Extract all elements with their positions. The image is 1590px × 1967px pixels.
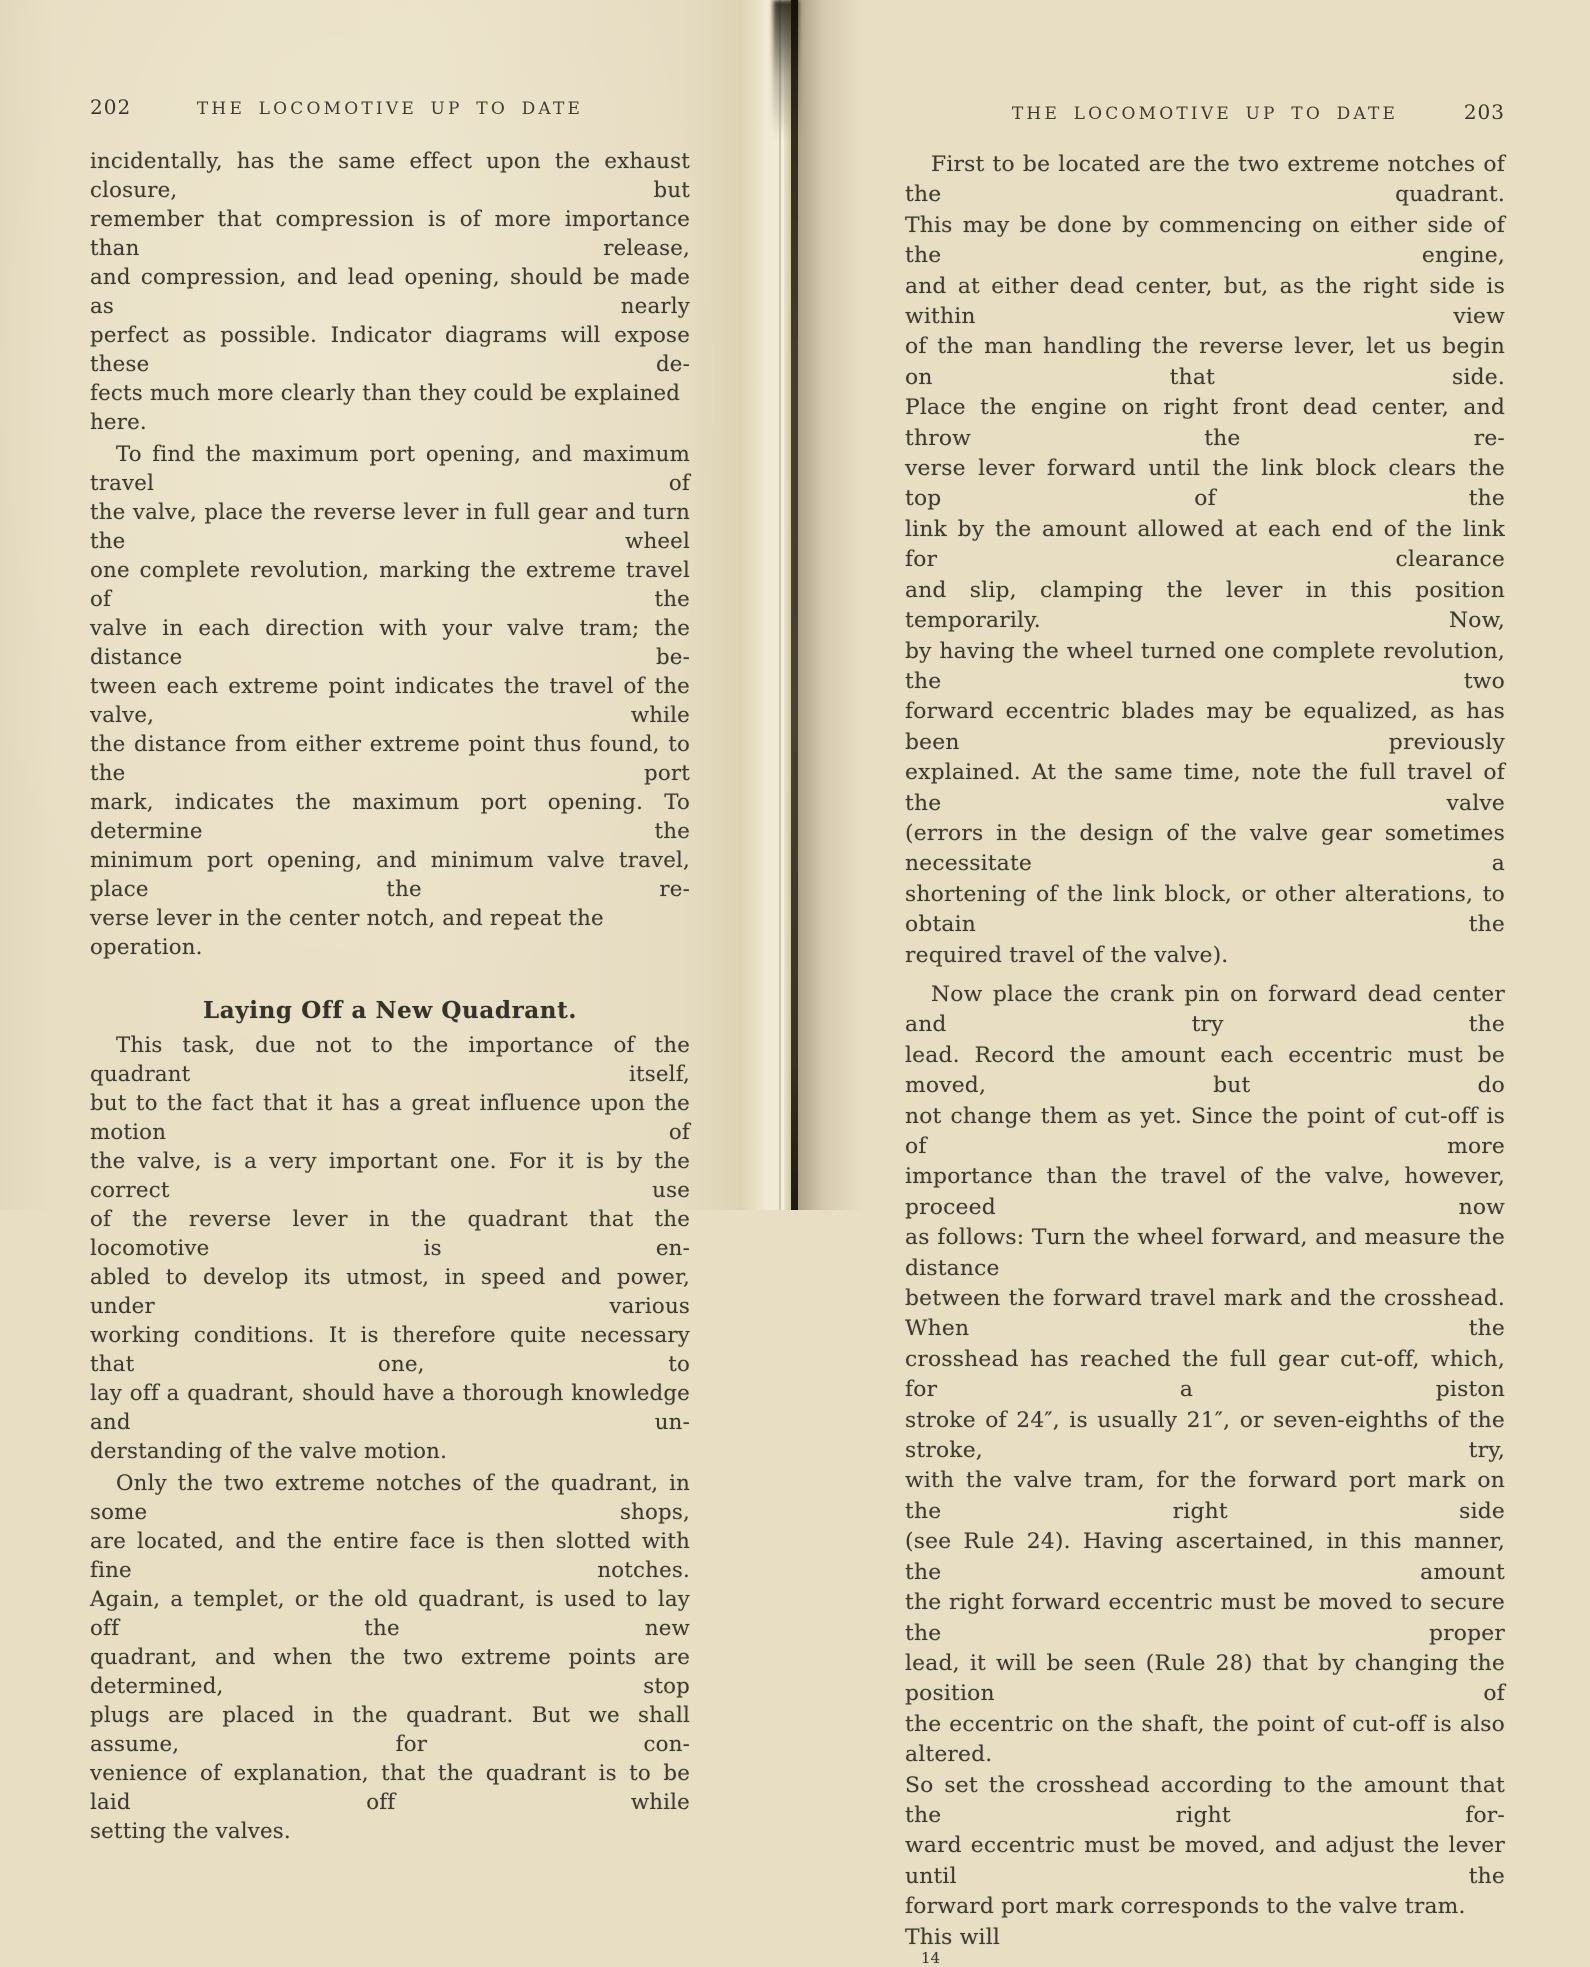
text-line: the distance from either extreme point thus found, to the port xyxy=(90,732,690,786)
right-page-body xyxy=(905,150,1505,1953)
text-line: shortening of the link block, or other alterations, to obtain the xyxy=(905,881,1505,938)
paragraph xyxy=(90,1469,690,1846)
text-line: but to the fact that it has a great influence upon the motion of xyxy=(90,1091,690,1145)
section-heading xyxy=(90,996,690,1026)
left-page-header xyxy=(90,96,690,120)
text-line: This task, due not to the importance of the quadrant itself, xyxy=(90,1033,690,1087)
text-line: abled to develop its utmost, in speed and power, under various xyxy=(90,1265,690,1319)
text-line: valve in each direction with your valve tram; the distance be- xyxy=(90,616,690,670)
text-line: (errors in the design of the valve gear sometimes necessitate a xyxy=(905,820,1505,877)
text-line: lead, it will be seen (Rule 28) that by changing the position of xyxy=(905,1650,1505,1707)
binding-gutter xyxy=(791,0,798,1210)
text-line: verse lever forward until the link block clears the top of the xyxy=(905,456,1505,512)
heading-line: Laying Off a New Quadrant. xyxy=(203,997,577,1024)
text-line: the right forward eccentric must be moved to secure the proper xyxy=(905,1590,1505,1646)
left-page-text-column xyxy=(90,96,690,1846)
binding-shadow xyxy=(798,0,862,1210)
text-line: importance than the travel of the valve, however, proceed now xyxy=(905,1164,1505,1220)
paragraph xyxy=(90,1031,690,1466)
text-line: ward eccentric must be moved, and adjust the lever until the xyxy=(905,1833,1505,1889)
text-line: tween each extreme point indicates the travel of the valve, while xyxy=(90,674,690,728)
signature-mark: 14 xyxy=(921,1948,941,1967)
text-line: with the valve tram, for the forward port mark on the right side xyxy=(905,1468,1505,1524)
paragraph xyxy=(90,147,690,437)
text-line: of the man handling the reverse lever, let us begin on that side. xyxy=(905,334,1505,390)
text-line: verse lever in the center notch, and repeat the operation. xyxy=(90,906,604,960)
text-line: minimum port opening, and minimum valve travel, place the re- xyxy=(90,848,690,902)
paragraph xyxy=(905,980,1505,1953)
paragraph xyxy=(90,440,690,962)
text-line: required travel of the valve). xyxy=(905,942,1229,968)
text-line: and slip, clamping the lever in this position temporarily. Now, xyxy=(905,577,1505,634)
text-line: one complete revolution, marking the extreme travel of the xyxy=(90,558,690,612)
text-line: So set the crosshead according to the amount that the right for- xyxy=(905,1772,1505,1828)
text-line: of the reverse lever in the quadrant that the locomotive is en- xyxy=(90,1207,690,1261)
text-line: between the forward travel mark and the crosshead. When the xyxy=(905,1286,1505,1342)
right-running-title: THE LOCOMOTIVE UP TO DATE xyxy=(1011,104,1399,124)
text-line: Now place the crank pin on forward dead center and try the xyxy=(905,981,1505,1038)
text-line: are located, and the entire face is then slotted with fine notches. xyxy=(90,1529,690,1583)
text-line: and compression, and lead opening, should be made as nearly xyxy=(90,265,690,319)
text-line: Again, a templet, or the old quadrant, is used to lay off the new xyxy=(90,1587,690,1641)
text-line: quadrant, and when the two extreme points are determined, stop xyxy=(90,1645,690,1699)
text-line: working conditions. It is therefore quite necessary that one, to xyxy=(90,1323,690,1377)
left-page-number: 202 xyxy=(90,95,132,119)
text-line: as follows: Turn the wheel forward, and measure the distance xyxy=(905,1225,1505,1281)
left-page-body xyxy=(90,147,690,1846)
text-line: Place the engine on right front dead center, and throw the re- xyxy=(905,395,1505,451)
page-edge-crease xyxy=(779,0,781,1210)
text-line: Only the two extreme notches of the quadrant, in some shops, xyxy=(90,1471,690,1525)
text-line: perfect as possible. Indicator diagrams will expose these de- xyxy=(90,323,690,377)
text-line: (see Rule 24). Having ascertained, in this manner, the amount xyxy=(905,1529,1505,1585)
text-line: To find the maximum port opening, and maximum travel of xyxy=(90,442,690,496)
text-line: crosshead has reached the full gear cut-off, which, for a piston xyxy=(905,1346,1505,1403)
binding-top-shadow xyxy=(773,0,799,140)
left-running-title: THE LOCOMOTIVE UP TO DATE xyxy=(196,99,584,119)
text-line: lead. Record the amount each eccentric must be moved, but do xyxy=(905,1042,1505,1099)
text-line: the valve, is a very important one. For it is by the correct use xyxy=(90,1149,690,1203)
text-line: the valve, place the reverse lever in full gear and turn the wheel xyxy=(90,500,690,554)
text-line: by having the wheel turned one complete revolution, the two xyxy=(905,638,1505,694)
text-line: venience of explanation, that the quadrant is to be laid off while xyxy=(90,1761,690,1815)
right-page-header xyxy=(905,101,1505,125)
text-line: and at either dead center, but, as the right side is within view xyxy=(905,273,1505,330)
text-line: explained. At the same time, note the full travel of the valve xyxy=(905,760,1505,816)
text-line: forward eccentric blades may be equalized, as has been previously xyxy=(905,699,1505,755)
text-line: mark, indicates the maximum port opening. To determine the xyxy=(90,790,690,844)
text-line: remember that compression is of more importance than release, xyxy=(90,207,690,261)
text-line: First to be located are the two extreme notches of the quadrant. xyxy=(905,152,1505,208)
text-line: setting the valves. xyxy=(90,1819,291,1844)
text-line: lay off a quadrant, should have a thorough knowledge and un- xyxy=(90,1381,690,1435)
text-line: link by the amount allowed at each end of the link for clearance xyxy=(905,516,1505,573)
text-line: plugs are placed in the quadrant. But we shall assume, for con- xyxy=(90,1703,690,1757)
right-page-text-column xyxy=(905,101,1505,1967)
right-page-number: 203 xyxy=(1463,100,1505,124)
text-line: fects much more clearly than they could be explained here. xyxy=(90,381,681,435)
text-line: derstanding of the valve motion. xyxy=(90,1439,448,1464)
text-line: stroke of 24″, is usually 21″, or seven-eighths of the stroke, try, xyxy=(905,1407,1505,1464)
text-line: the eccentric on the shaft, the point of cut-off is also altered. xyxy=(905,1711,1505,1768)
text-line: forward port mark corresponds to the valve tram. This will xyxy=(905,1894,1466,1950)
paragraph xyxy=(905,150,1505,971)
text-line: not change them as yet. Since the point of cut-off is of more xyxy=(905,1103,1505,1159)
text-line: This may be done by commencing on either side of the engine, xyxy=(905,212,1505,269)
text-line: incidentally, has the same effect upon the exhaust closure, but xyxy=(90,149,690,203)
